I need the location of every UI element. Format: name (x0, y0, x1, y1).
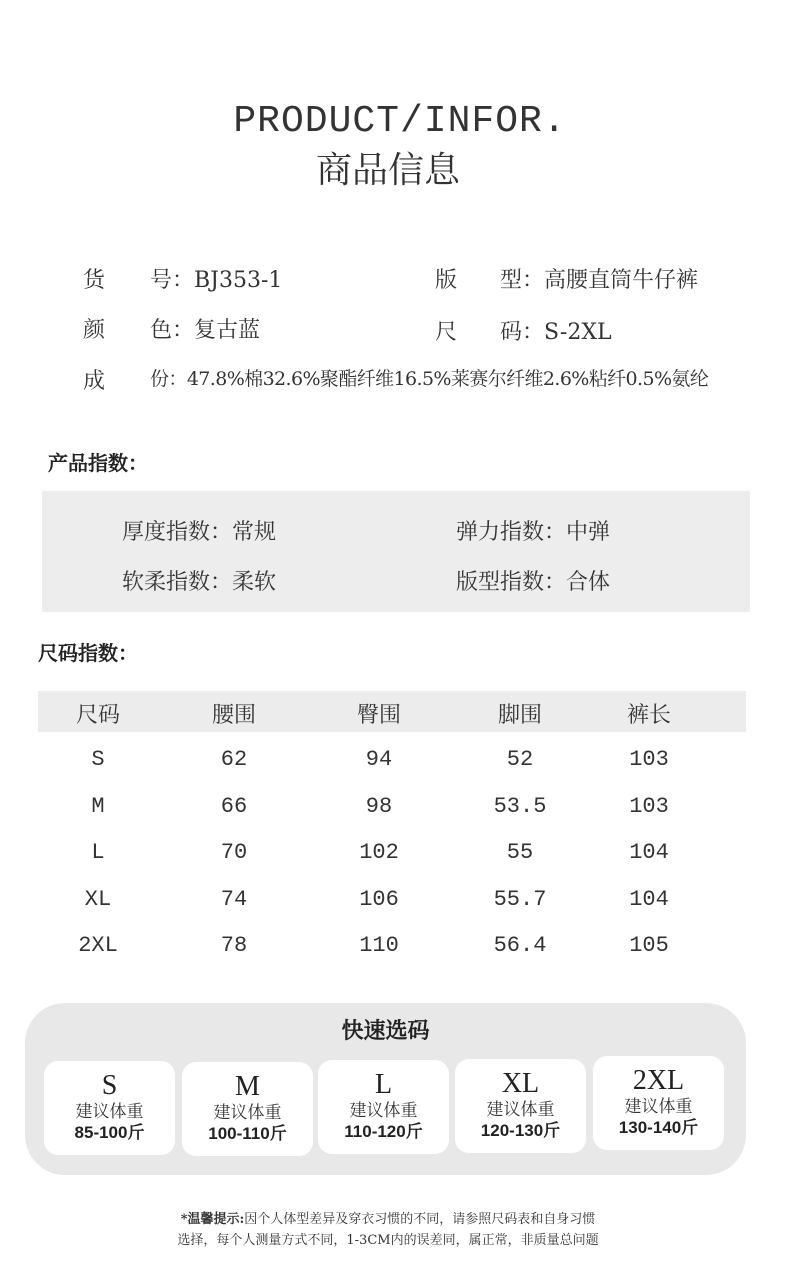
card-weight-label: 建议体重 (349, 1101, 418, 1121)
index-item: 版型指数：合体 (456, 570, 611, 595)
table-cell: M (91, 793, 105, 819)
size-card-L[interactable] (318, 1060, 449, 1154)
table-cell: 104 (629, 840, 669, 865)
index-item: 软柔指数：柔软 (122, 570, 277, 595)
info-value: 号：BJ353-1 (150, 268, 283, 293)
card-size: M (235, 1071, 260, 1102)
info-label: 尺 (435, 320, 458, 345)
size-card-M[interactable] (182, 1062, 313, 1156)
size-card-S[interactable] (44, 1061, 175, 1155)
table-cell: 2XL (78, 933, 118, 958)
table-header-cell: 裤长 (626, 703, 671, 728)
table-cell: 53.5 (493, 793, 547, 819)
card-weight-label: 建议体重 (213, 1103, 282, 1123)
table-header-cell: 腰围 (211, 703, 256, 728)
info-value: 码：S-2XL (500, 320, 612, 345)
card-weight-range: 110-120斤 (344, 1122, 423, 1141)
info-value: 色：复古蓝 (150, 318, 261, 343)
table-cell: 55 (506, 840, 534, 865)
info-label: 货 (83, 268, 106, 293)
table-cell: 103 (629, 793, 669, 819)
title-cn: 商品信息 (315, 150, 460, 191)
table-cell: 104 (629, 886, 669, 912)
card-size: S (101, 1070, 118, 1101)
table-cell: 103 (629, 747, 669, 772)
card-weight-range: 100-110斤 (208, 1124, 287, 1143)
index-item: 弹力指数：中弹 (456, 520, 611, 545)
table-cell: XL (84, 886, 112, 912)
info-value: 份：47.8%棉32.6%聚酯纤维16.5%莱赛尔纤维2.6%粘纤0.5%氨纶 (150, 368, 709, 390)
table-cell: 62 (220, 747, 248, 772)
quick-size-title: 快速选码 (341, 1019, 430, 1044)
title-en: PRODUCT/INFOR. (233, 100, 567, 143)
table-header-cell: 臀围 (356, 703, 401, 728)
product-index-heading: 产品指数： (48, 451, 148, 475)
card-weight-range: 130-140斤 (618, 1118, 699, 1137)
size-card-2XL[interactable] (593, 1056, 724, 1150)
table-cell: 102 (359, 840, 399, 865)
table-header-cell: 脚围 (497, 703, 542, 728)
info-label: 颜 (83, 318, 106, 343)
table-cell: 98 (365, 793, 393, 819)
table-cell: 74 (220, 886, 248, 912)
table-cell: 110 (359, 933, 399, 958)
card-weight-range: 85-100斤 (74, 1123, 145, 1142)
footer-tip-line2: 选择，每个人测量方式不同，1-3CM内的误差同，属正常，非质量总问题 (177, 1233, 599, 1248)
info-label: 成 (83, 369, 106, 394)
size-card-XL[interactable] (455, 1059, 586, 1153)
table-cell: 105 (629, 933, 669, 958)
table-header-cell: 尺码 (75, 703, 120, 728)
table-cell: 52 (506, 747, 534, 772)
card-weight-label: 建议体重 (75, 1102, 144, 1122)
table-cell: 94 (365, 747, 393, 772)
card-weight-label: 建议体重 (486, 1100, 555, 1120)
footer-tip-line1: *温馨提示:因个人体型差异及穿衣习惯的不同，请参照尺码表和自身习惯 (180, 1212, 596, 1227)
index-item: 厚度指数：常规 (122, 520, 277, 545)
table-cell: 56.4 (493, 933, 547, 958)
table-cell: 106 (359, 886, 399, 912)
table-cell: L (91, 840, 105, 865)
table-cell: 78 (220, 933, 248, 958)
table-cell: 66 (220, 793, 248, 819)
size-index-heading: 尺码指数： (38, 641, 138, 665)
card-size: XL (501, 1068, 540, 1099)
card-size: L (374, 1069, 393, 1100)
table-cell: 70 (220, 840, 248, 865)
card-weight-label: 建议体重 (624, 1097, 693, 1117)
table-cell: 55.7 (493, 886, 547, 912)
table-cell: S (91, 747, 105, 772)
info-label: 版 (435, 268, 458, 293)
card-size: 2XL (632, 1065, 685, 1096)
info-value: 型：高腰直筒牛仔裤 (500, 268, 699, 293)
card-weight-range: 120-130斤 (480, 1121, 561, 1140)
